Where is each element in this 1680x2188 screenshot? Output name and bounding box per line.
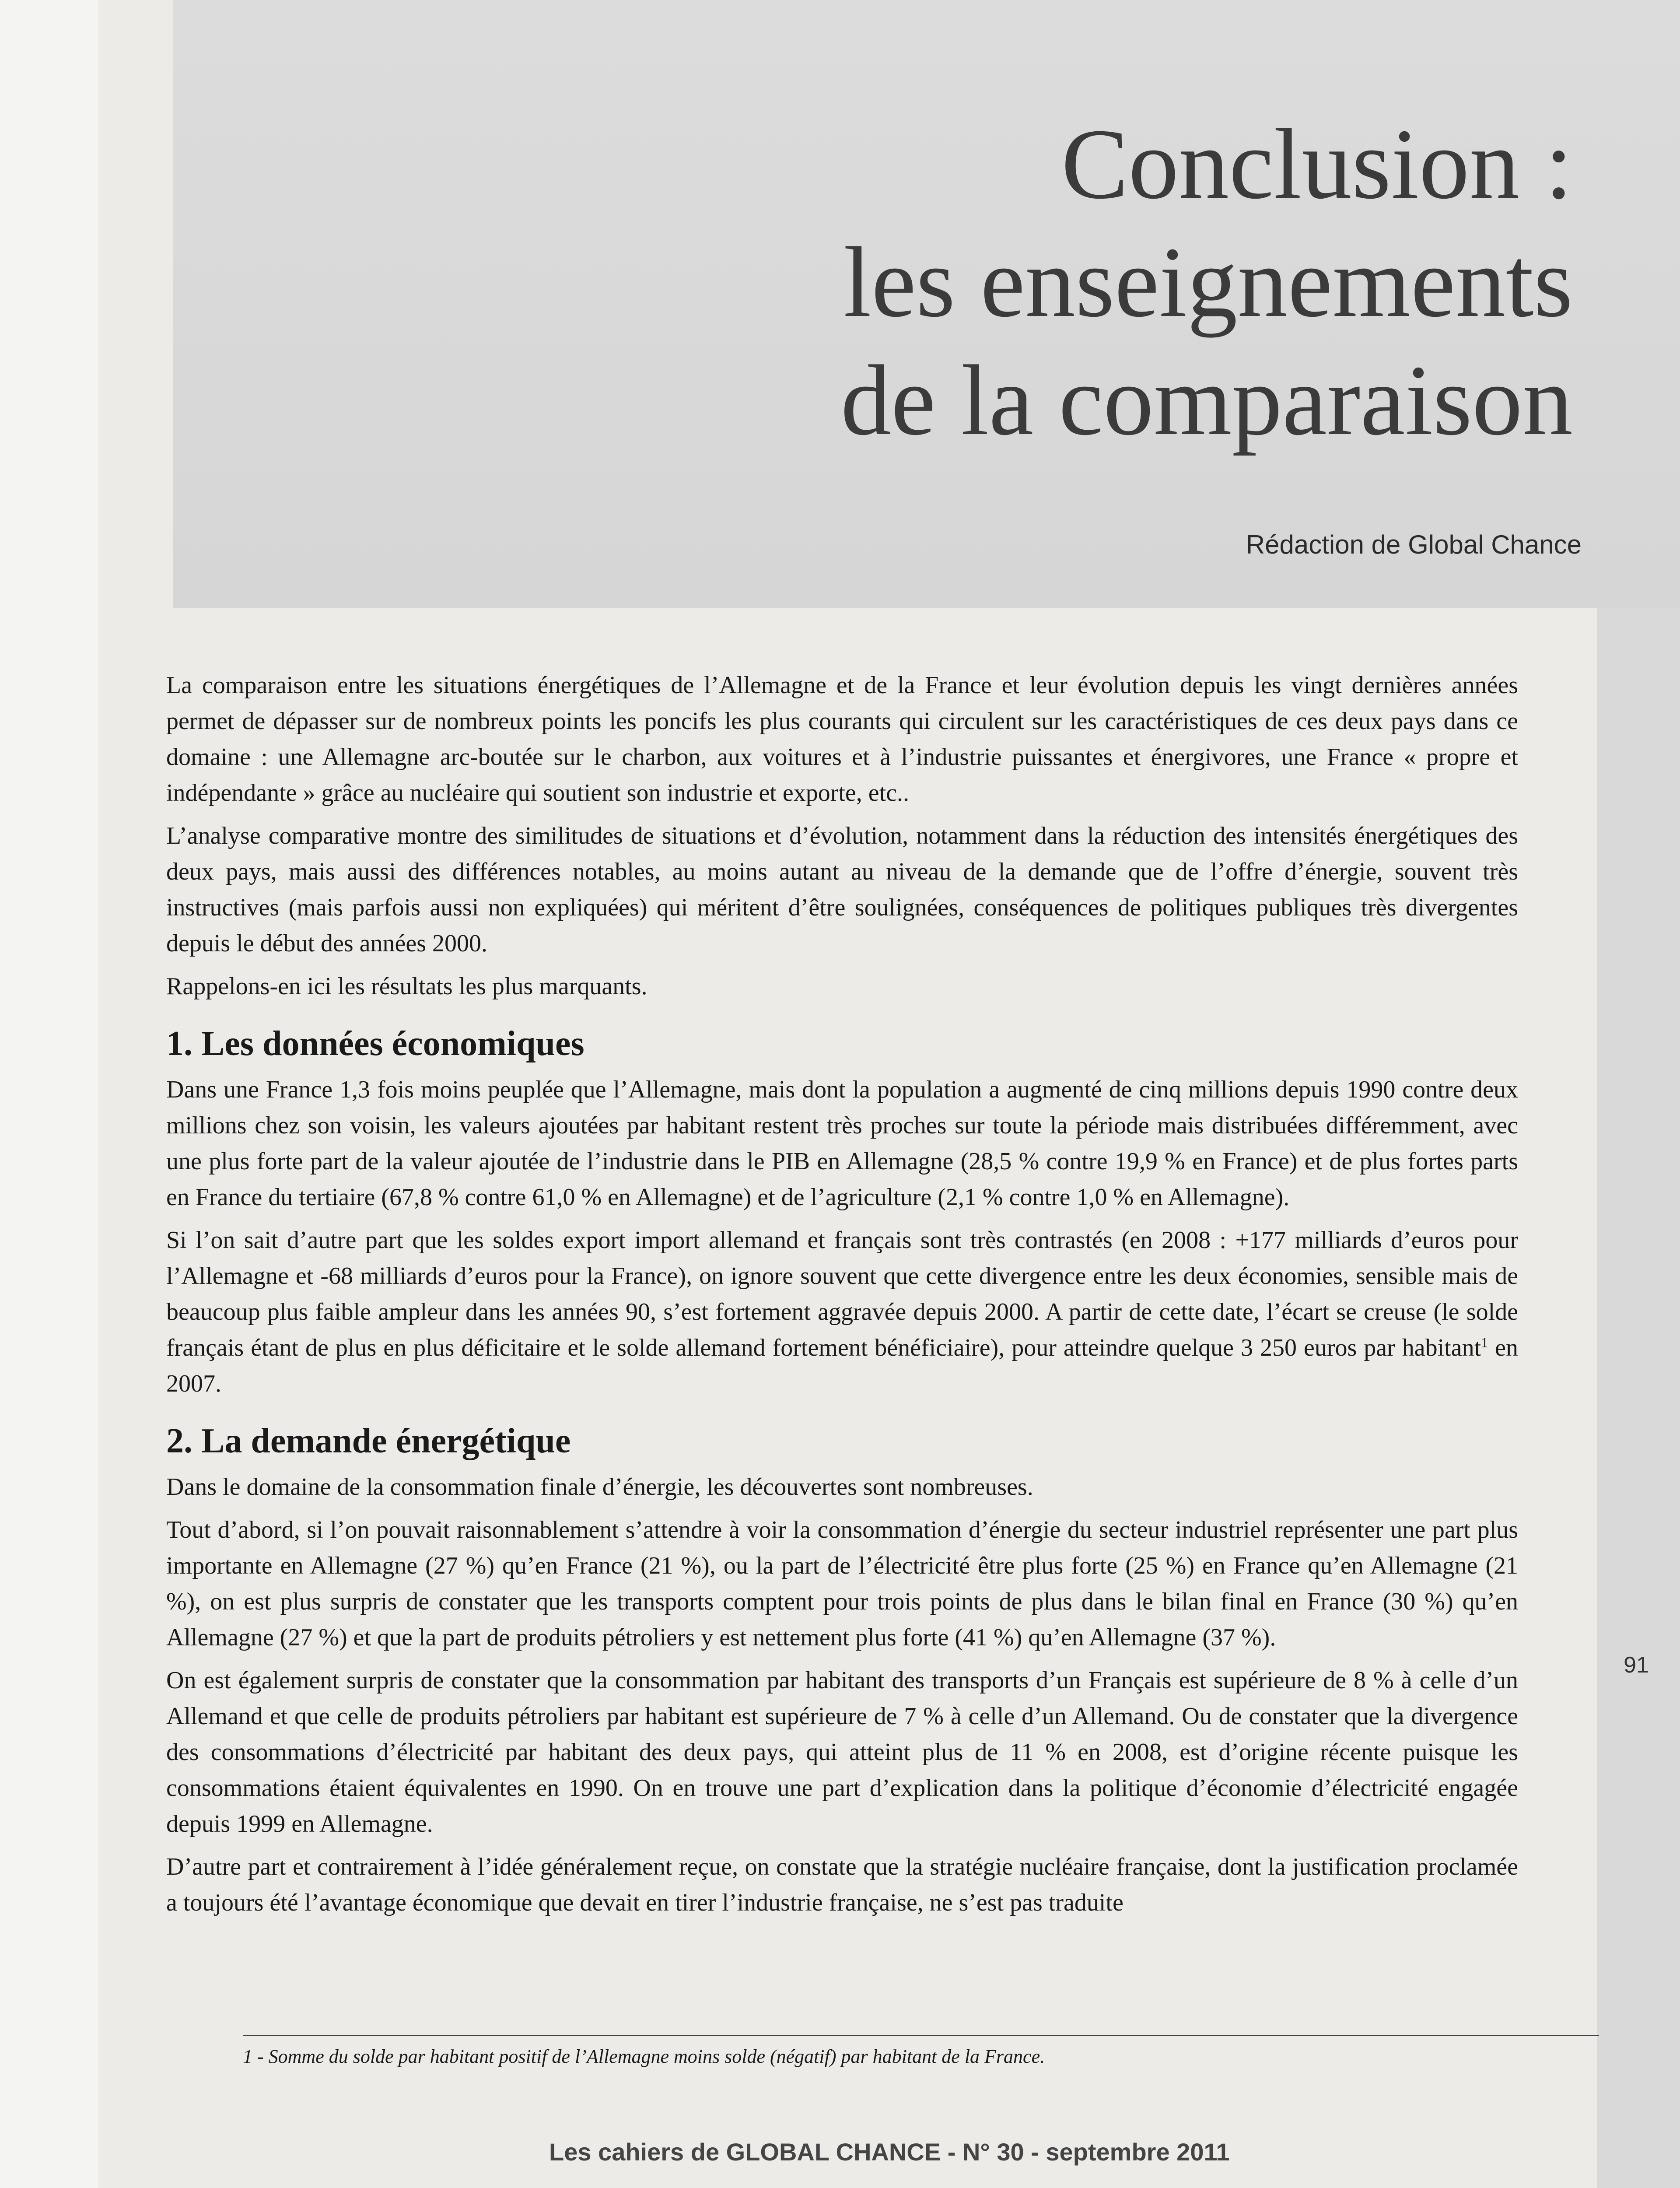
section-1-paragraph-2-text: Si l’on sait d’autre part que les soldes export import allemand et français sont très contrastés (en 2008 : +177 milliards d’euros pour l’Allemagne et -68 milliards d’euros pour la France), on ignore souvent que cette divergence entre les deux économies, sensible mais de beaucoup plus faible ampleur dans les années 90, s’est fortement aggravée depuis 2000. A partir de cette date, l’écart se creuse (le solde français étant de plus en plus déficitaire et le solde allemand fortement bénéficiaire), pour atteindre quelque 3 250 euros par habitant (166, 1227, 1518, 1361)
section-1-paragraph-2-end: en 2007. (166, 1334, 1519, 1397)
intro-paragraph-3: Rappelons-en ici les résultats les plus marquants. (166, 973, 648, 1000)
title-line-3: de la comparaison (840, 344, 1573, 456)
page-edge-strip (1597, 608, 1680, 2188)
document-page (98, 0, 1680, 2188)
section-2-paragraph-3: On est également surpris de constater que la consommation par habitant des transports d’un Français est supérieure de 8 % à celle d’un Allemand et que celle de produits pétroliers par habitant est supérieure de 7 % à celle d’un Allemand. Ou de constater que la divergence des consommations d’électricité par habitant des deux pays, qui atteint plus de 11 % en 2008, est d’origine récente puisque les consommations étaient équivalentes en 1990. On en trouve une part d’explication dans la politique d’économie d’électricité engagée depuis 1999 en Allemagne. (166, 1667, 1518, 1837)
page-footer: Les cahiers de GLOBAL CHANCE - N° 30 - septembre 2011 (549, 2138, 1230, 2166)
adjacent-page-margin (0, 0, 98, 2188)
title-line-1: Conclusion : (1061, 108, 1573, 220)
footnote: 1 - Somme du solde par habitant positif de l’Allemagne moins solde (négatif) par habitant de la France. (243, 2046, 1045, 2067)
byline: Rédaction de Global Chance (1246, 530, 1582, 559)
footnote-divider (243, 2035, 1599, 2036)
section-2-paragraph-1: Dans le domaine de la consommation finale d’énergie, les découvertes sont nombreuses. (166, 1473, 1033, 1501)
section-1-heading: 1. Les données économiques (166, 1024, 584, 1063)
section-1-paragraph-1: Dans une France 1,3 fois moins peuplée que l’Allemagne, mais dont la population a augmenté de cinq millions depuis 1990 contre deux millions chez son voisin, les valeurs ajoutées par habitant restent très proches sur toute la période mais distribuées différemment, avec une plus forte part de la valeur ajoutée de l’industrie dans le PIB en Allemagne (28,5 % contre 19,9 % en France) et de plus fortes parts en France du tertiaire (67,8 % contre 61,0 % en Allemagne) et de l’agriculture (2,1 % contre 1,0 % en Allemagne). (166, 1076, 1518, 1211)
title-line-2: les enseignements (843, 226, 1573, 338)
article-body (166, 667, 1518, 1928)
section-2-heading: 2. La demande énergétique (166, 1422, 571, 1460)
intro-paragraph-2: L’analyse comparative montre des similitudes de situations et d’évolution, notamment dans la réduction des intensités énergétiques des deux pays, mais aussi des différences notables, au moins autant au niveau de la demande que de l’offre d’énergie, souvent très instructives (mais parfois aussi non expliquées) qui méritent d’être soulignées, conséquences de politiques publiques très divergentes depuis le début des années 2000. (166, 822, 1518, 957)
page-title (523, 105, 1573, 459)
section-1-paragraph-2 (166, 1222, 1518, 1402)
section-2-paragraph-4: D’autre part et contrairement à l’idée généralement reçue, on constate que la stratégie nucléaire française, dont la justification proclamée a toujours été l’avantage économique que devait en tirer l’industrie française, ne s’est pas traduite (166, 1853, 1518, 1916)
section-2-paragraph-2: Tout d’abord, si l’on pouvait raisonnablement s’attendre à voir la consommation d’énergie du secteur industriel représenter une part plus importante en Allemagne (27 %) qu’en France (21 %), ou la part de l’électricité être plus forte (25 %) en France qu’en Allemagne (21 %), on est plus surpris de constater que les transports comptent pour trois points de plus dans le bilan final en France (30 %) qu’en Allemagne (27 %) et que la part de produits pétroliers y est nettement plus forte (41 %) qu’en Allemagne (37 %). (166, 1516, 1518, 1651)
page-number: 91 (1624, 1652, 1649, 1678)
intro-paragraph-1: La comparaison entre les situations énergétiques de l’Allemagne et de la France et leur évolution depuis les vingt dernières années permet de dépasser sur de nombreux points les poncifs les plus courants qui circulent sur les caractéristiques de ces deux pays dans ce domaine : une Allemagne arc-boutée sur le charbon, aux voitures et à l’industrie puissantes et énergivores, une France « propre et indépendante » grâce au nucléaire qui soutient son industrie et exporte, etc.. (166, 672, 1518, 806)
footnote-ref: 1 (1481, 1334, 1488, 1350)
